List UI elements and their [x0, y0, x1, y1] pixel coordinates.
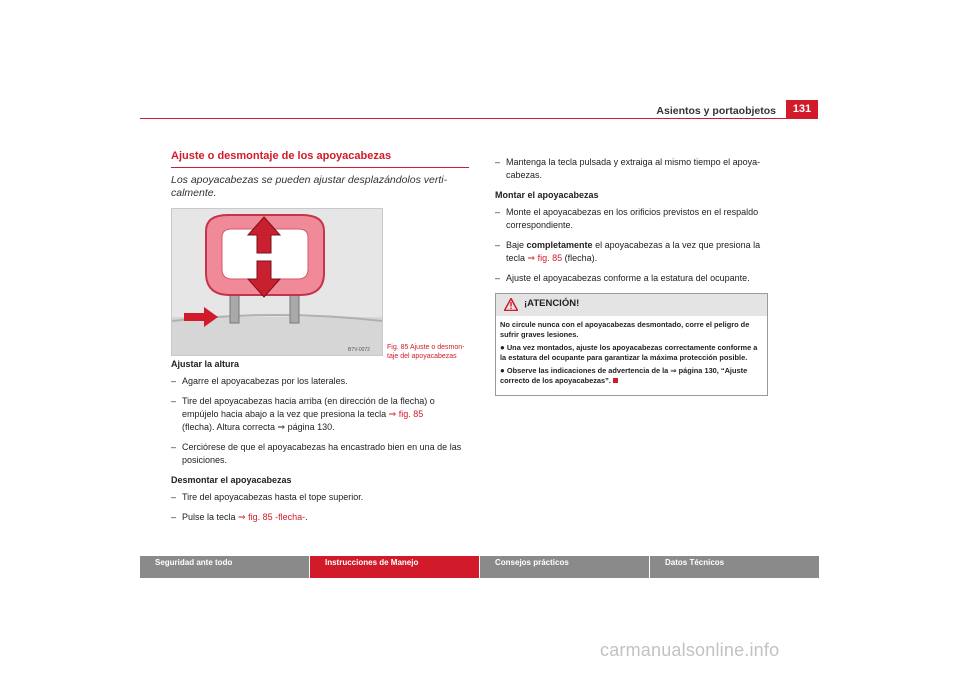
step-text: Tire del apoyacabezas hasta el tope superior.	[182, 492, 364, 502]
list-item	[495, 272, 770, 285]
watermark: carmanualsonline.info	[600, 640, 780, 660]
height-adjust-block	[171, 358, 471, 524]
list-item	[495, 156, 770, 182]
step-text: Cerciórese de que el apoyacabezas ha encastrado bien en una de las posiciones.	[182, 442, 462, 465]
dash-marker: –	[171, 376, 177, 386]
step-text-tail: (flecha). Altura correcta ⇒ página 130.	[182, 422, 335, 432]
dash-marker: –	[495, 273, 501, 283]
tab-instrucciones[interactable]: Instrucciones de Manejo	[310, 556, 479, 578]
warning-header	[496, 294, 767, 316]
list-item	[171, 395, 471, 434]
warning-box	[495, 293, 768, 396]
left-column	[171, 150, 471, 531]
figure-link[interactable]: ⇒ fig. 85 -flecha-	[238, 512, 306, 522]
tab-consejos[interactable]: Consejos prácticos	[480, 556, 649, 578]
step-text: Tire del apoyacabezas hacia arriba (en dirección de la flecha) o empújelo hacia abajo a la vez que presiona la tecla	[182, 396, 435, 419]
section-intro: Los apoyacabezas se pueden ajustar desplazándolos verti- calmente.	[171, 174, 448, 199]
figure-headrest	[171, 208, 383, 356]
step-text: Monte el apoyacabezas en los orificios previstos en el respaldo correspondiente.	[506, 207, 759, 230]
step-text-tail: .	[305, 512, 308, 522]
tab-datos[interactable]: Datos Técnicos	[650, 556, 819, 578]
figure-code: B7V-0072	[348, 347, 370, 353]
step-text: Ajuste el apoyacabezas conforme a la estatura del ocupante.	[506, 273, 750, 283]
list-item	[171, 511, 471, 524]
dash-marker: –	[171, 442, 177, 452]
subhead-mount-headrest: Montar el apoyacabezas	[495, 190, 599, 200]
header-rule	[140, 118, 818, 119]
footer-nav	[140, 556, 818, 578]
warning-body	[496, 316, 767, 395]
subhead-adjust-height: Ajustar la altura	[171, 359, 240, 369]
bullet-icon: ●	[500, 366, 505, 375]
list-item	[171, 491, 471, 504]
subhead-remove-headrest: Desmontar el apoyacabezas	[171, 475, 292, 485]
dash-marker: –	[495, 240, 501, 250]
running-header-title: Asientos y portaobjetos	[656, 105, 776, 117]
dash-marker: –	[495, 157, 501, 167]
step-emphasis: completamente	[526, 240, 593, 250]
dash-marker: –	[171, 396, 177, 406]
list-item	[171, 441, 471, 467]
dash-marker: –	[171, 492, 177, 502]
bullet-icon: ●	[500, 343, 505, 352]
figure-caption: Fig. 85 Ajuste o desmon- taje del apoyacabezas	[387, 344, 465, 360]
list-item	[495, 206, 770, 232]
step-text-tail: (flecha).	[564, 253, 598, 263]
dash-marker: –	[171, 512, 177, 522]
warning-text: Observe las indicaciones de advertencia de la ⇒ página 130, “Ajuste correcto de los apoyacabezas”.	[500, 366, 748, 385]
step-text: Pulse la tecla	[182, 512, 236, 522]
page-number: 131	[786, 100, 818, 119]
warning-title: ¡ATENCIÓN!	[524, 298, 580, 309]
warning-bullet	[500, 366, 763, 386]
dash-marker: –	[495, 207, 501, 217]
list-item	[495, 239, 770, 265]
section-title: Ajuste o desmontaje de los apoyacabezas	[171, 150, 469, 168]
step-text: el apoyacabezas a la vez que presiona la tecla	[506, 240, 761, 263]
end-of-section-icon	[613, 378, 618, 383]
step-text: Agarre el apoyacabezas por los laterales.	[182, 376, 348, 386]
tab-seguridad[interactable]: Seguridad ante todo	[140, 556, 309, 578]
figure-link[interactable]: ⇒ fig. 85	[527, 253, 563, 263]
headrest-illustration	[172, 209, 382, 355]
warning-bullet	[500, 343, 763, 363]
step-text: Mantenga la tecla pulsada y extraiga al mismo tiempo el apoya- cabezas.	[506, 157, 761, 180]
list-item	[171, 375, 471, 388]
warning-text: No circule nunca con el apoyacabezas desmontado, corre el peligro de sufrir graves lesiones.	[500, 320, 750, 339]
figure-link[interactable]: ⇒ fig. 85	[388, 409, 424, 419]
right-column	[495, 156, 770, 396]
warning-triangle-icon	[504, 298, 518, 311]
step-text: Baje	[506, 240, 525, 250]
warning-text: Una vez montados, ajuste los apoyacabezas correctamente conforme a la estatura del ocupante para garantizar la máxima protección posible.	[500, 343, 758, 362]
